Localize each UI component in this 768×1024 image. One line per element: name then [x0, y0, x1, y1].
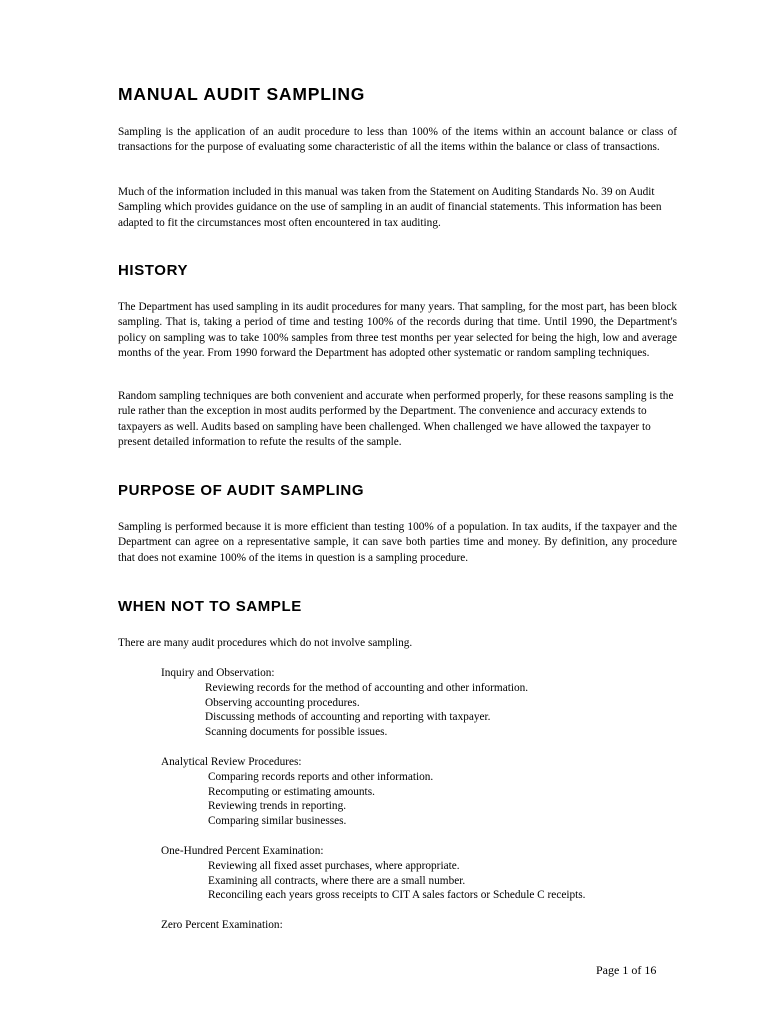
group-zero-percent: [161, 918, 283, 933]
list-item: Comparing records reports and other information.: [208, 770, 434, 783]
history-paragraph-2: Random sampling techniques are both convenient and accurate when performed properly, for these reasons sampling is the rule rather than the exception in most audits performed by the Department. The convenience and accuracy extends to taxpayers as well. Audits based on sampling have been challenged. When challenged we have allowed the taxpayer to present detailed information to refute the results of the sample.: [118, 390, 674, 448]
group-label: One-Hundred Percent Examination:: [161, 845, 324, 857]
group-inquiry-observation: [161, 666, 528, 740]
list-item: Scanning documents for possible issues.: [205, 726, 388, 739]
list-item: Reconciling each years gross receipts to CIT A sales factors or Schedule C receipts.: [208, 889, 586, 902]
list-item: Comparing similar businesses.: [208, 815, 347, 828]
group-items: [161, 770, 433, 829]
group-label: Inquiry and Observation:: [161, 667, 275, 679]
list-item: Discussing methods of accounting and reporting with taxpayer.: [205, 711, 491, 724]
list-item: Reviewing records for the method of accounting and other information.: [205, 681, 529, 694]
group-items: [161, 859, 586, 903]
group-label: Zero Percent Examination:: [161, 919, 283, 931]
page-number: Page 1 of 16: [596, 963, 657, 977]
group-analytical-review: [161, 755, 433, 829]
purpose-paragraph: Sampling is performed because it is more efficient than testing 100% of a population. In tax audits, if the taxpayer and the Department can agree on a representative sample, it can save both parties time and money. By definition, any procedure that does not examine 100% of the items in question is a sampling procedure.: [118, 521, 677, 564]
group-label: Analytical Review Procedures:: [161, 756, 302, 768]
intro-paragraph-2: Much of the information included in this manual was taken from the Statement on Auditing Standards No. 39 on Audit Sampling which provides guidance on the use of sampling in an audit of financial statements. This information has been adapted to fit the circumstances most often encountered in tax auditing.: [118, 186, 662, 229]
when-not-heading: WHEN NOT TO SAMPLE: [118, 598, 302, 615]
group-items: [161, 681, 528, 740]
list-item: Examining all contracts, where there are a small number.: [208, 874, 466, 887]
intro-paragraph-1: Sampling is the application of an audit procedure to less than 100% of the items within an account balance or class of transactions for the purpose of evaluating some characteristic of all the items within the balance or class of transactions.: [118, 126, 677, 154]
purpose-heading: PURPOSE OF AUDIT SAMPLING: [118, 482, 365, 499]
list-item: Recomputing or estimating amounts.: [208, 785, 375, 798]
when-not-intro: There are many audit procedures which do not involve sampling.: [118, 637, 413, 649]
list-item: Reviewing all fixed asset purchases, where appropriate.: [208, 859, 460, 872]
list-item: Reviewing trends in reporting.: [208, 800, 347, 813]
history-heading: HISTORY: [118, 262, 189, 279]
document-title: MANUAL AUDIT SAMPLING: [118, 84, 366, 104]
history-paragraph-1: The Department has used sampling in its audit procedures for many years. That sampling, for the most part, has been block sampling. That is, taking a period of time and testing 100% of the records during that time. Until 1990, the Department's policy on sampling was to take 100% samples from three test months per year selected for being the high, low and average months of the year. From 1990 forward the Department has adopted other systematic or random sampling techniques.: [118, 301, 677, 359]
group-one-hundred-percent: [161, 844, 586, 903]
list-item: Observing accounting procedures.: [205, 696, 360, 709]
